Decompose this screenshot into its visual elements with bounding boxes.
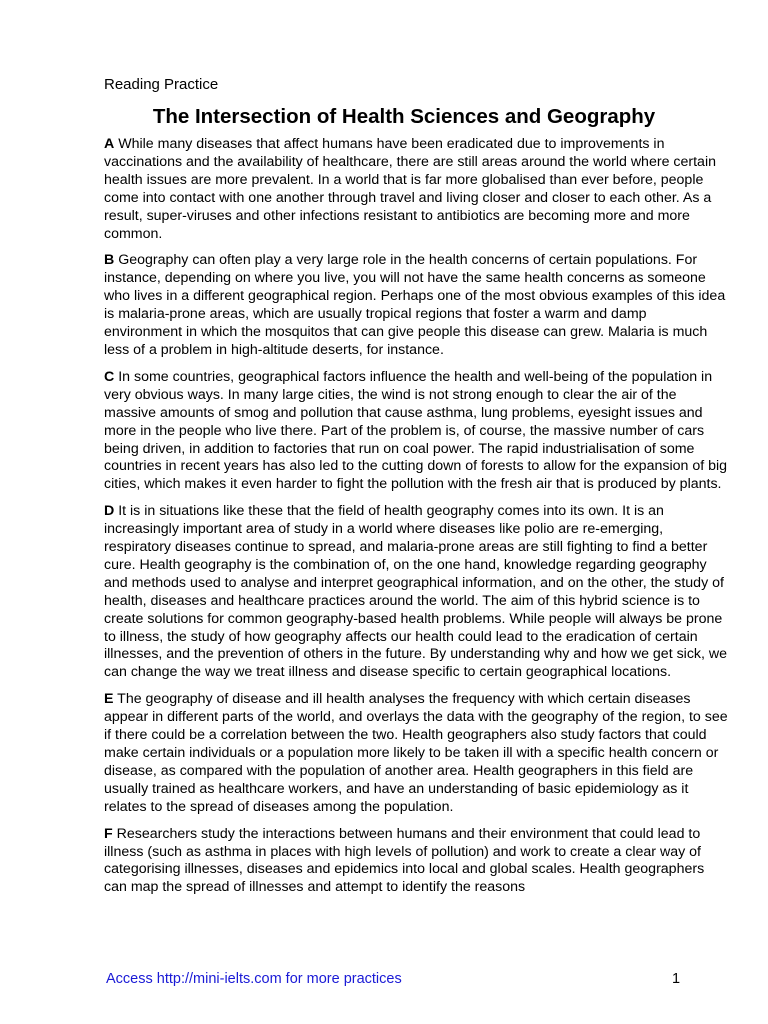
page-number: 1 xyxy=(672,971,681,987)
footer-link[interactable]: Access http://mini-ielts.com for more practices xyxy=(106,971,402,987)
paragraph-d xyxy=(104,503,728,682)
paragraph-letter: B xyxy=(104,252,115,269)
paragraph-letter: F xyxy=(104,825,113,842)
paragraph-f xyxy=(104,826,728,898)
paragraph-letter: C xyxy=(104,368,115,385)
paragraph-text: Geography can often play a very large role in the health concerns of certain populations. For instance, depending on where you live, you will not have the same health concerns as someone who lives in a different geographical region. Perhaps one of the most obvious examples of this idea is malaria-prone areas, which are usually tropical regions that foster a warm and damp environment in which the mosquitos that can give people this disease can grew. Malaria is much less of a problem in high-altitude deserts, for instance. xyxy=(104,252,726,358)
header-label: Reading Practice xyxy=(104,76,219,93)
paragraph-text: In some countries, geographical factors influence the health and well-being of the population in very obvious ways. In many large cities, the wind is not strong enough to clear the air of the massive amounts of smog and pollution that cause asthma, lung problems, eyesight issues and more in the people who live there. Part of the problem is, of course, the massive number of cars being driven, in addition to factories that run on coal power. The rapid industrialisation of some countries in recent years has also led to the cutting down of forests to allow for the expansion of big cities, which makes it even harder to fight the pollution with the fresh air that is produced by plants. xyxy=(104,368,728,493)
paragraph-letter: E xyxy=(104,691,114,708)
paragraph-text: Researchers study the interactions between humans and their environment that could lead to illness (such as asthma in places with high levels of pollution) and work to create a clear way of categorising illnesses, diseases and epidemics into local and global scales. Health geographers can map the spread of illnesses and attempt to identify the reasons xyxy=(104,825,705,896)
paragraph-a xyxy=(104,136,728,243)
paragraph-text: While many diseases that affect humans have been eradicated due to improvements in vaccinations and the availability of healthcare, there are still areas around the world where certain health issues are more prevalent. In a world that is far more globalised than ever before, people come into contact with one another through travel and living closer and closer to each other. As a result, super-viruses and other infections resistant to antibiotics are becoming more and more common. xyxy=(104,136,716,242)
article-body xyxy=(104,136,728,906)
page-title: The Intersection of Health Sciences and Geography xyxy=(152,105,656,128)
paragraph-e xyxy=(104,691,728,816)
paragraph-c xyxy=(104,369,728,494)
paragraph-letter: D xyxy=(104,503,115,520)
paragraph-text: The geography of disease and ill health analyses the frequency with which certain diseases appear in different parts of the world, and overlays the data with the geography of the region, to see if there could be a correlation between the two. Health geographers also study factors that could make certain individuals or a population more likely to be taken ill with a specific health concern or disease, as compared with the population of another area. Health geographers in this field are usually trained as healthcare workers, and have an understanding of basic epidemiology as it relates to the spread of diseases among the population. xyxy=(104,691,728,815)
paragraph-b xyxy=(104,252,728,359)
paragraph-text: It is in situations like these that the field of health geography comes into its own. It is an increasingly important area of study in a world where diseases like polio are re-emerging, respiratory diseases continue to spread, and malaria-prone areas are still fighting to find a better cure. Health geography is the combination of, on the one hand, knowledge regarding geography and methods used to analyse and interpret geographical information, and on the other, the study of health, diseases and healthcare practices around the world. The aim of this hybrid science is to create solutions for common geography-based health problems. While people will always be prone to illness, the study of how geography affects our health could lead to the eradication of certain illnesses, and the prevention of others in the future. By understanding why and how we get sick, we can change the way we treat illness and disease specific to certain geographical locations. xyxy=(104,503,728,681)
paragraph-letter: A xyxy=(104,136,115,152)
